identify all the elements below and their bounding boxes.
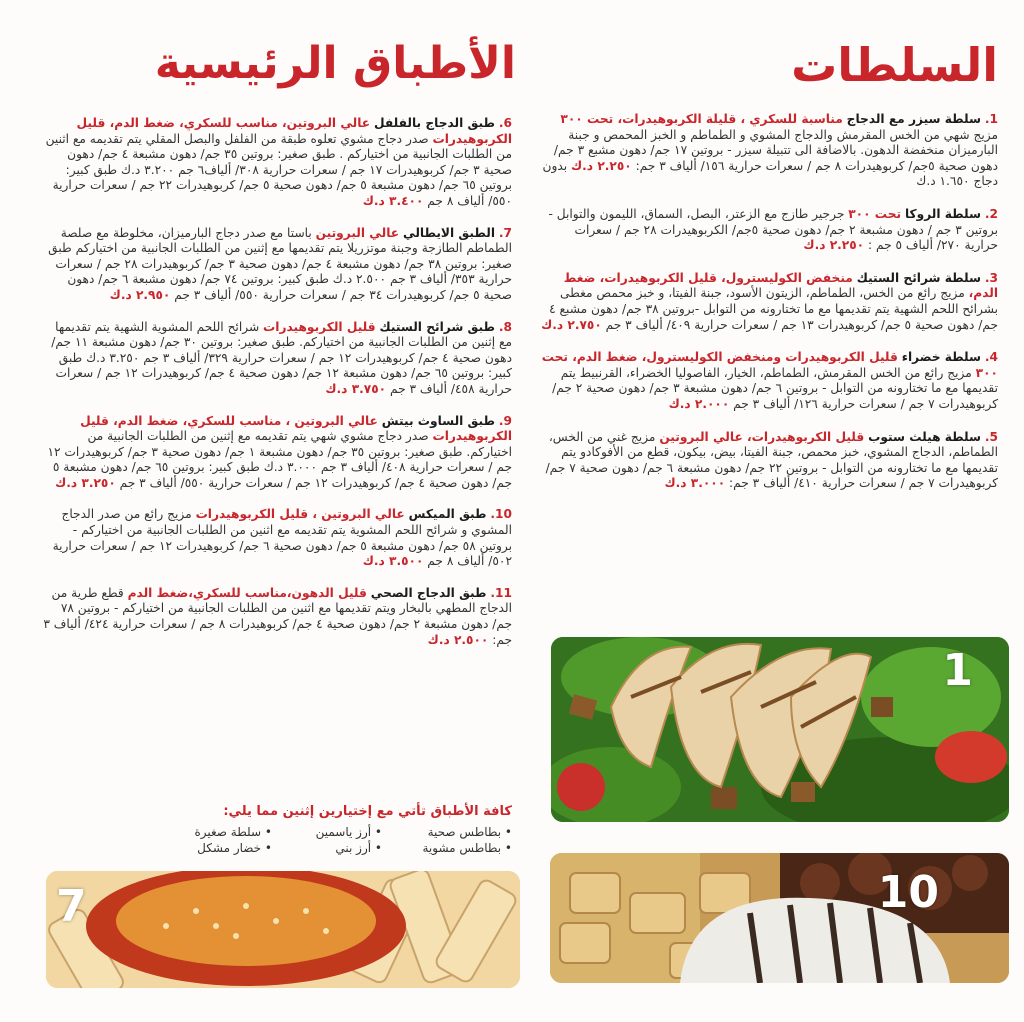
item-tags: منخفض الكوليسترول، قليل الكربوهيدرات، ضغط الدم، bbox=[563, 270, 998, 301]
item-price: ٢.٩٥٠ د.ك bbox=[109, 287, 171, 302]
item-tags: عالي البروتين bbox=[315, 225, 400, 240]
side-options bbox=[40, 804, 512, 857]
item-description: جرجير طازج مع الزعتر، البصل، السماق، الليمون والتوابل - بروتين ٣ جم / دهون مشبعة ٢ جم/ دهون صحية ٥جم/ الكربوهيدرات ٢٨ جم / سعرات حرارية ٢٧٠/ ألياف ٥ جم : bbox=[548, 206, 998, 253]
menu-item-steak-plate bbox=[40, 320, 512, 398]
item-price: ٢.٧٥٠ د.ك bbox=[541, 317, 602, 332]
side-option: • خضار مشكل bbox=[152, 841, 272, 857]
caesar-salad-photo bbox=[551, 637, 1009, 822]
item-description: باستا مع صدر دجاج البارميزان، مخلوطة مع صلصة الطماطم الطازجة وجبنة موتزريلا يتم تقديمها مع إثنين من الطلبات الجانبية من اختياركم طبق صغير: بروتين ٣٨ جم/ دهون مشبعة ٤ جم/ دهون صحية ٣ جم/ كربوهيدرات ٢٨ جم / سعرات حرارية ٣٥٣/ ألياف ٣ جم ٢.٥٠٠ د.ك طبق كبير: بروتين ٧٤ جم/ دهون مشبعة ٦ جم/ دهون صحية ٥ جم/ كربوهيدرات ٣٤ جم / سعرات حرارية ٥٥٠/ ألياف ٣ جم bbox=[48, 225, 512, 302]
item-description: شرائح اللحم المشوية الشهية يتم تقديمها مع إثنين من الطلبات الجانبية من اختياركم. طبق صغير: بروتين ٣٠ جم/ دهون مشبعة ١١ جم/ دهون صحية ٤ جم/ كربوهيدرات ١٢ جم / سعرات حرارية ٣٢٩/ ألياف ٣ جم ٣.٢٥٠ د.ك طبق كبير: بروتين ٦٥ جم/ دهون مشبعة ١٢ جم/ دهون صحية ٤ جم/ كربوهيدرات ١٢ جم / سعرات حرارية ٤٥٨/ ألياف ٣ جم bbox=[51, 319, 512, 396]
menu-item-steak-salad bbox=[540, 271, 998, 333]
item-number: 11. bbox=[490, 585, 512, 600]
side-option: • أرز بني bbox=[272, 841, 382, 857]
item-tags: عالي البروتين، مناسب للسكري، ضغط الدم، قليل الكربوهيدرات bbox=[76, 116, 512, 146]
photo-number: 7 bbox=[56, 881, 87, 932]
item-price: ٣.٠٠٠ د.ك bbox=[664, 476, 726, 491]
menu-item-pepper-chicken bbox=[40, 116, 512, 210]
side-option: • أرز ياسمين bbox=[272, 825, 382, 841]
menu-item-rocca-salad bbox=[540, 207, 998, 254]
item-title: الطبق الايطالي bbox=[402, 225, 495, 240]
item-price: ٣.٤٠٠ د.ك bbox=[362, 193, 424, 208]
side-options-list bbox=[40, 825, 512, 857]
item-title: سلطة هيلث ستوب bbox=[868, 429, 981, 444]
menu-item-italian-dish bbox=[40, 226, 512, 304]
item-description: مزيج رائع من صدر الدجاج المشوي و شرائح اللحم المشوية يتم تقديمه مع اثنين من الطلبات الجانبية من اختياركم - بروتين ٥٨ جم/ دهون مشبعة ٥ جم/ دهون صحية ٦ جم/ كربوهيدرات ١٢ جم / سعرات حرارية ٥٠٢/ ألياف ٨ جم bbox=[52, 507, 512, 569]
item-description: قطع طرية من الدجاج المطهي بالبخار ويتم تقديمها مع اثنين من الطلبات الجانبية من اختياركم - بروتين ٧٨ جم/ دهون مشبعة ٢ جم/ دهون صحية ٤ جم/ كربوهيدرات ٨ جم / سعرات حرارية ٤٢٤/ ألياف ٣ جم: bbox=[43, 585, 512, 647]
item-number: 9. bbox=[498, 413, 512, 428]
item-tags: قليل الدهون،مناسب للسكري،ضغط الدم bbox=[127, 585, 367, 600]
item-tags: قليل الكربوهيدرات، عالي البروتين bbox=[659, 429, 865, 444]
item-number: 7. bbox=[498, 225, 512, 240]
salads-list bbox=[540, 112, 998, 492]
item-description: صدر دجاج مشوي تعلوه طبقة من الفلفل والبصل المقلي يتم تقديمه مع اثنين من الطلبات الجانبية من اختياركم . طبق صغير: بروتين ٣٥ جم/ دهون مشبعة ٤ جم/ دهون صحية ٣ جم/ كربوهيدرات ١٧ جم / سعرات حرارية ٣٠٨/ ألياف٦ جم ٣.٢٠٠ د.ك طبق كبير: بروتين ٦٥ جم/ دهون مشبعة ٥ جم/ دهون صحية ٥ جم/ كربوهيدرات ٢٢ جم / سعرات حرارية ٥٥٠/ ألياف ٨ جم bbox=[45, 131, 512, 208]
item-price: ٢.٥٠٠ د.ك bbox=[427, 632, 489, 647]
item-description: مزيج غني من الخس، الطماطم، الدجاج المشوي، خبز محمص، جبنة الفيتا، بيض، بيكون، قطع من الأفوكادو يتم تقديمها مع ما تختارونه من التوابل - بروتين ٢٢ جم/ دهون مشبعة ٦ جم/ دهون صحية ٧ جم/ كربوهيدرات ٧ جم / سعرات حرارية ٤١٠/ ألياف ٣ جم: bbox=[545, 429, 998, 491]
item-description: مزيج رائع من الخس، الطماطم، الزيتون الأسود، جبنة الفيتا، و خبز محمص مغطى بشرائح اللحم الشهية يتم تقديمها مع ما تختارونه من التوابل -بروتين ٣٨ جم/ دهون مشبع ٤ جم/ دهون صحية ٥ جم/ كربوهيدرات ١٣ جم / سعرات حرارية ٤٠٩/ ألياف ٣ جم bbox=[549, 286, 998, 332]
item-tags: مناسبة للسكري ، قليلة الكربوهيدرات، تحت ٣٠٠ bbox=[560, 112, 843, 126]
mix-plate-photo bbox=[550, 853, 1009, 983]
main-dishes-heading: الأطباق الرئيسية bbox=[154, 38, 516, 89]
item-title: طبق شرائح الستيك bbox=[379, 319, 495, 334]
item-price: ٢.٢٥٠ د.ك bbox=[571, 158, 632, 173]
main-dishes-list bbox=[40, 116, 512, 648]
menu-item-green-salad bbox=[540, 350, 998, 412]
item-tags: تحت ٣٠٠ bbox=[848, 206, 902, 221]
item-tags: قليل الكربوهيدرات ومنخفض الكوليسترول، ضغط الدم، تحت ٣٠٠ bbox=[541, 350, 998, 380]
item-number: 10. bbox=[490, 507, 512, 522]
item-tags: قليل الكربوهيدرات bbox=[263, 319, 376, 334]
item-number: 3. bbox=[984, 270, 998, 285]
item-number: 8. bbox=[498, 319, 512, 334]
item-price: ٣.٥٠٠ د.ك bbox=[362, 554, 424, 569]
menu-item-south-beach bbox=[40, 414, 512, 492]
item-price-note: بدون دجاج ١.٦٥٠ د.ك bbox=[542, 158, 998, 189]
photo-number: 10 bbox=[877, 867, 939, 918]
item-tags: عالي البروتين ، قليل الكربوهيدرات bbox=[195, 507, 405, 522]
menu-item-mix-plate bbox=[40, 507, 512, 569]
item-title: سلطة شرائح الستيك bbox=[856, 270, 981, 285]
item-title: سلطة الروكا bbox=[904, 206, 981, 221]
item-title: سلطة سيزر مع الدجاج bbox=[846, 112, 981, 126]
item-title: طبق الساوث بيتش bbox=[381, 413, 495, 428]
menu-item-health-stop-salad bbox=[540, 430, 998, 492]
item-number: 6. bbox=[498, 116, 512, 130]
item-tags: عالي البروتين ، مناسب للسكري، ضغط الدم، قليل الكربوهيدرات bbox=[80, 413, 512, 444]
item-description: مزيج شهي من الخس المقرمش والدجاج المشوي و الطماطم و الخبز المحمص و جبنة البارميزان منخفضة الدهون. بالاضافة الى تتبيلة سيزر - بروتين ١٧ جم/ دهون مشبع ٣ جم/ دهون صحية ٥جم/ كربوهيدرات ٨ جم / سعرات حرارية ١٥٦/ ألياف ٣ جم: bbox=[553, 127, 998, 173]
salads-heading: السلطات bbox=[791, 38, 998, 92]
side-option: • بطاطس صحية bbox=[382, 825, 512, 841]
item-title: طبق الدجاج بالفلفل bbox=[374, 116, 495, 130]
item-number: 2. bbox=[984, 206, 998, 221]
side-option: • سلطة صغيرة bbox=[152, 825, 272, 841]
photo-number: 1 bbox=[942, 645, 973, 696]
menu-item-caesar-salad bbox=[540, 112, 998, 190]
side-options-title: كافة الأطباق تأتي مع إختيارين إثنين مما يلي: bbox=[223, 804, 512, 819]
item-title: سلطة خضراء bbox=[901, 350, 981, 365]
item-description: مزيج رائع من الخس المقرمش، الطماطم، الخيار، الفاصوليا الخضراء، القرنبيط يتم تقديمها مع ما تختارونه من التوابل - بروتين ٦ جم/ دهون مشبعة ٣ جم/ دهون صحية ٢ جم/ كربوهيدرات ٧ جم / سعرات حرارية ١٢٦/ ألياف ٣ جم bbox=[552, 365, 998, 411]
item-number: 5. bbox=[984, 429, 998, 444]
item-price: ٢.٠٠٠ د.ك bbox=[668, 396, 730, 411]
item-price: ٣.٧٥٠ د.ك bbox=[325, 381, 387, 396]
item-title: طبق الميكس bbox=[408, 507, 487, 522]
menu-item-healthy-chicken bbox=[40, 586, 512, 648]
item-price: ٣.٢٥٠ د.ك bbox=[55, 475, 116, 490]
side-option: • بطاطس مشوية bbox=[382, 841, 512, 857]
italian-dish-photo bbox=[46, 871, 520, 988]
item-number: 1. bbox=[984, 112, 998, 126]
item-price: ٢.٢٥٠ د.ك bbox=[803, 238, 865, 253]
item-description: صدر دجاج مشوي شهي يتم تقديمه مع إثنين من الطلبات الجانبية من اختياركم. طبق صغير: بروتين ٣٥ جم/ دهون مشبعة ١ جم/ دهون صحية ٣ جم/ كربوهيدرات ١٢ جم / سعرات حرارية ٤٠٨/ ألياف ٣ جم ٣.٠٠٠ د.ك طبق كبير: بروتين ٦٥ جم/ دهون مشبعة ٥ جم/ دهون صحية ٤ جم/ كربوهيدرات ١٢ جم / سعرات حرارية ٥٥٠/ ألياف ٣ جم bbox=[47, 429, 512, 490]
item-title: طبق الدجاج الصحي bbox=[370, 585, 487, 600]
item-number: 4. bbox=[984, 350, 998, 365]
